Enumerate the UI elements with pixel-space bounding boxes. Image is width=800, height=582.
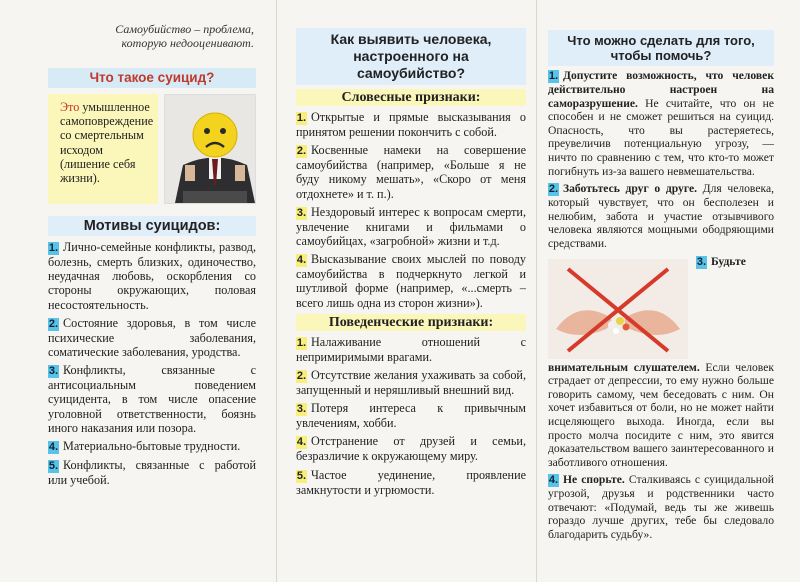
list-item: 2. Состояние здоровья, в том числе психические заболевания, соматические заболевания, уродства. xyxy=(48,315,256,360)
list-item: 3. Конфликты, связанные с антисоциальным поведением суицидента, в том числе опасение уголовной ответственности, боязнь иного наказания или позора. xyxy=(48,363,256,435)
behavior-signs-list xyxy=(296,335,526,497)
column-right xyxy=(540,0,800,582)
list-item: 5. Частое уединение, проявление замкнутости и угрюмости. xyxy=(296,467,526,497)
list-item: 4. Материально-бытовые трудности. xyxy=(48,439,241,454)
list-item: 3. Потеря интереса к привычным увлечениям, хобби. xyxy=(296,401,526,431)
sad-face-photo xyxy=(164,94,256,204)
verbal-signs-list xyxy=(296,110,526,310)
list-item: 4. Высказывание своих мыслей по поводу самоубийства в подчеркнуто легкой и шутливой форме (например, «...смерть – всего лишь одна из сторон жизни»). xyxy=(296,252,526,310)
list-item: 2. Заботьтесь друг о друге. Для человека, который чувствует, что он бесполезен и нелюбим, забота и участие отзывчивого человека являются мощными ободряющими средствами. xyxy=(548,182,774,250)
definition-block xyxy=(48,94,256,204)
column-left xyxy=(0,0,268,582)
how-to-help-heading: Что можно сделать для того, чтобы помочь? xyxy=(548,30,774,66)
list-item: 2. Косвенные намеки на совершение самоубийства (например, «Больше я не буду никому мешать», «Скоро от меня отдохнете» и т. п.). xyxy=(296,143,526,201)
verbal-signs-heading: Словесные признаки: xyxy=(296,89,526,106)
identify-heading: Как выявить человека, настроенного на самоубийство? xyxy=(296,28,526,85)
column-middle xyxy=(284,0,532,582)
list-item: 4. Не спорьте. Сталкиваясь с суицидальной угрозой, друзья и родственники часто отвечают: «Подумай, ведь ты же живешь гораздо лучше других, тебе бы следовало благодарить судьбу». xyxy=(548,473,774,542)
pills-hands-image xyxy=(548,259,688,359)
list-item: 3. Будьте внимательным слушателем. Если человек страдает от депрессии, то ему нужно больше говорить самому, чем беседовать с ним. Он хочет избавиться от боли, но не может найти исцеляющего выхода. Иногда, если вы просто молча посидите с ним, это явится доказательством вашего заинтересованного и заботливого отношения. xyxy=(548,254,774,469)
list-item: 1. Открытые и прямые высказывания о принятом решении покончить с собой. xyxy=(296,110,526,139)
man-holding-sad-face-image xyxy=(165,95,256,203)
list-item: 1. Лично-семейные конфликты, развод, болезнь, смерть близких, одиночество, неудачная любовь, оскорбления со стороны окружающих, половая несостоятельность. xyxy=(48,240,256,312)
list-item: 1. Налаживание отношений с непримиримыми врагами. xyxy=(296,334,526,364)
motives-list xyxy=(48,240,256,487)
fold-line xyxy=(536,0,537,582)
definition-box: Это умышленное самоповреждение со смертельным исходом (лишение себя жизни). xyxy=(48,94,158,204)
behavior-signs-heading: Поведенческие признаки: xyxy=(296,314,526,331)
what-is-suicide-heading: Что такое суицид? xyxy=(48,68,256,88)
list-item: 4. Отстранение от друзей и семьи, безразличие к окружающему миру. xyxy=(296,434,526,464)
help-list xyxy=(548,69,774,542)
list-item: 3. Нездоровый интерес к вопросам смерти, увлечение книгами и фильмами о самоубийцах, «загробной» жизни и т.д. xyxy=(296,204,526,249)
motives-heading: Мотивы суицидов: xyxy=(48,216,256,236)
list-item: 1. Допустите возможность, что человек действительно настроен на саморазрушение. Не считайте, что он не способен и не сможет решиться на суицид. Опасность, что вы растеряетесь, преувеличив потенциальную угрозу, — ничто по сравнению с тем, что кто-то может погибнуть из-за вашего невмешательства. xyxy=(548,69,774,178)
fold-line xyxy=(276,0,277,582)
tagline: Самоубийство – проблема, которую недооценивают. xyxy=(115,22,254,50)
list-item: 5. Конфликты, связанные с работой или учебой. xyxy=(48,458,256,488)
list-item: 2. Отсутствие желания ухаживать за собой, запущенный и неряшливый внешний вид. xyxy=(296,368,526,398)
